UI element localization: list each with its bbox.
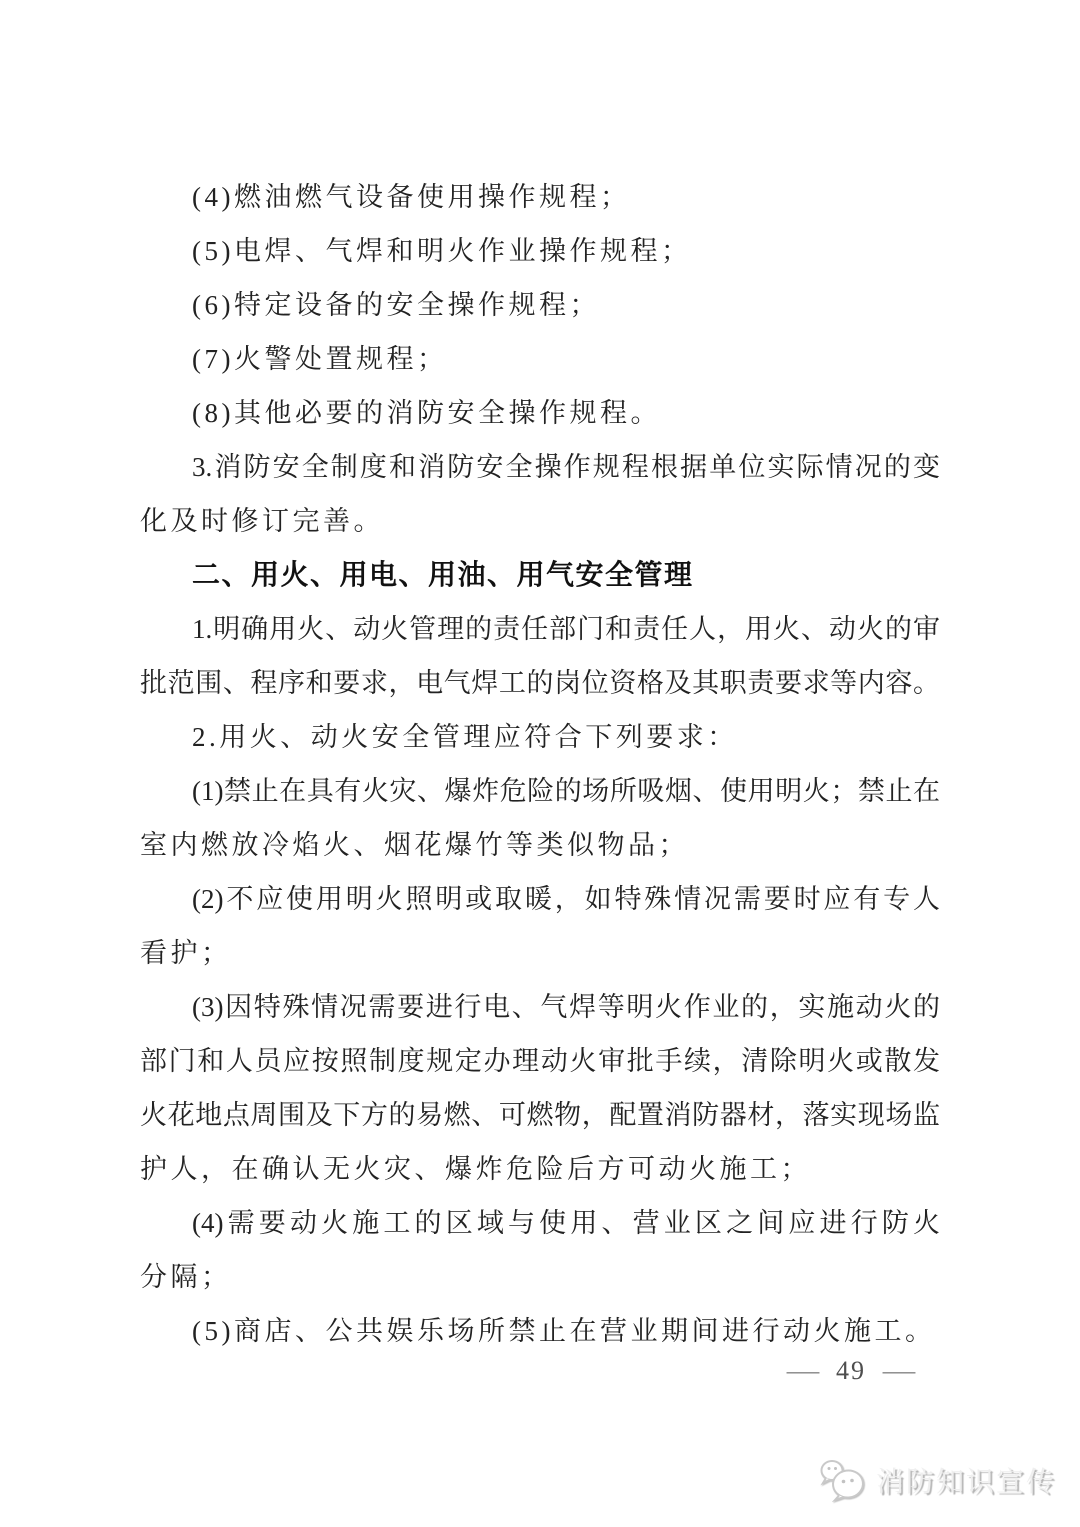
- text-line: 2.用火、动火安全管理应符合下列要求：: [192, 722, 738, 752]
- page-body: [140, 170, 940, 1358]
- text-line: 室内燃放冷焰火、烟花爆竹等类似物品；: [140, 830, 689, 860]
- text-line: 看护；: [140, 938, 232, 968]
- text-line: 部门和人员应按照制度规定办理动火审批手续，清除明火或散发: [140, 1046, 940, 1076]
- page-number-value: 49: [836, 1356, 866, 1385]
- text-line: 火花地点周围及下方的易燃、可燃物，配置消防器材，落实现场监: [140, 1100, 940, 1130]
- text-line: (4)燃油燃气设备使用操作规程；: [192, 182, 631, 212]
- text-line: 化及时修订完善。: [140, 506, 384, 536]
- text-line: (5)电焊、气焊和明火作业操作规程；: [192, 236, 692, 266]
- section-heading: 二、用火、用电、用油、用气安全管理: [192, 559, 694, 590]
- page-number: [786, 1356, 916, 1386]
- text-line: (8)其他必要的消防安全操作规程。: [192, 398, 661, 428]
- text-line: (6)特定设备的安全操作规程；: [192, 290, 600, 320]
- text-line: 分隔；: [140, 1262, 232, 1292]
- watermark: [818, 1458, 1056, 1502]
- text-line: (4)需要动火施工的区域与使用、营业区之间应进行防火: [192, 1208, 940, 1238]
- text-line: (1)禁止在具有火灾、爆炸危险的场所吸烟、使用明火；禁止在: [192, 776, 940, 806]
- text-line: 护人，在确认无火灾、爆炸危险后方可动火施工；: [140, 1154, 811, 1184]
- wechat-chat-bubbles-icon: [818, 1458, 866, 1502]
- text-line: (3)因特殊情况需要进行电、气焊等明火作业的，实施动火的: [192, 992, 940, 1022]
- text-line: 1.明确用火、动火管理的责任部门和责任人，用火、动火的审: [192, 614, 940, 644]
- text-line: 3.消防安全制度和消防安全操作规程根据单位实际情况的变: [192, 452, 940, 482]
- page-number-dash-left: —: [786, 1356, 820, 1385]
- text-line: (5)商店、公共娱乐场所禁止在营业期间进行动火施工。: [192, 1316, 936, 1346]
- page-number-dash-right: —: [882, 1356, 916, 1385]
- text-line: 批范围、程序和要求，电气焊工的岗位资格及其职责要求等内容。: [140, 668, 940, 698]
- watermark-text: 消防知识宣传: [875, 1466, 1056, 1497]
- text-line: (2)不应使用明火照明或取暖，如特殊情况需要时应有专人: [192, 884, 940, 914]
- text-line: (7)火警处置规程；: [192, 344, 448, 374]
